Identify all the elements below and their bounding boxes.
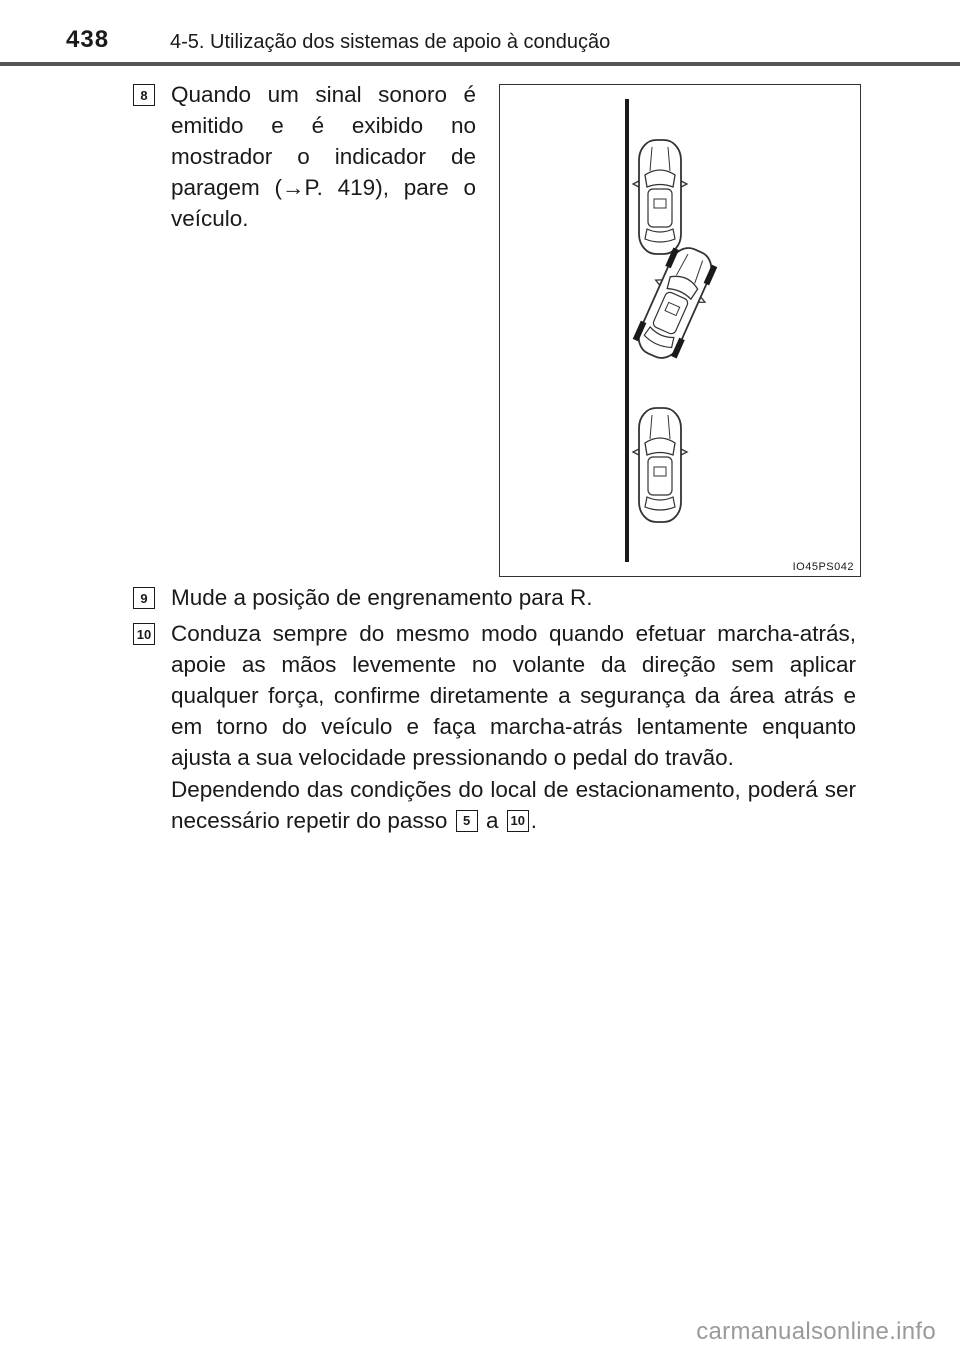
parked-car-icon (633, 408, 687, 522)
note-end: . (530, 808, 537, 833)
step-ref-5: 5 (456, 810, 478, 832)
page-header (0, 0, 960, 70)
step-text-9: Mude a posição de engrenamento para R. (171, 585, 593, 610)
figure-code: IO45PS042 (792, 561, 854, 573)
parked-car-icon (633, 140, 687, 254)
step-number-9: 9 (133, 587, 155, 609)
step-text-10: Conduza sempre do mesmo modo quando efetuar marcha-atrás, apoie as mãos levemente no volante da direção sem aplicar qualquer força, confirme diretamente a segurança da área atrás e em torno do veículo e faça marcha-atrás lentamente enquanto ajusta a sua velocidade pressionando o pedal do travão. (171, 621, 856, 770)
note-connector: a (485, 808, 499, 833)
step-note (171, 774, 856, 836)
step-number-8: 8 (133, 84, 155, 106)
parking-illustration (499, 84, 861, 577)
header-divider (0, 62, 960, 66)
section-title: 4-5. Utilização dos sistemas de apoio à condução (170, 31, 611, 53)
watermark: carmanualsonline.info (696, 1318, 936, 1345)
note-text: Dependendo das condições do local de estacionamento, poderá ser necessário repetir do passo (171, 777, 856, 833)
page-number: 438 (66, 26, 110, 53)
step-number-10: 10 (133, 623, 155, 645)
step-ref-10: 10 (507, 810, 529, 832)
parking-diagram (500, 85, 862, 578)
maneuvering-car-icon (627, 240, 723, 366)
step-text-8: Quando um sinal sonoro é emitido e é exibido no mostrador o indicador de paragem (→P. 419), pare o veículo. (171, 82, 476, 231)
